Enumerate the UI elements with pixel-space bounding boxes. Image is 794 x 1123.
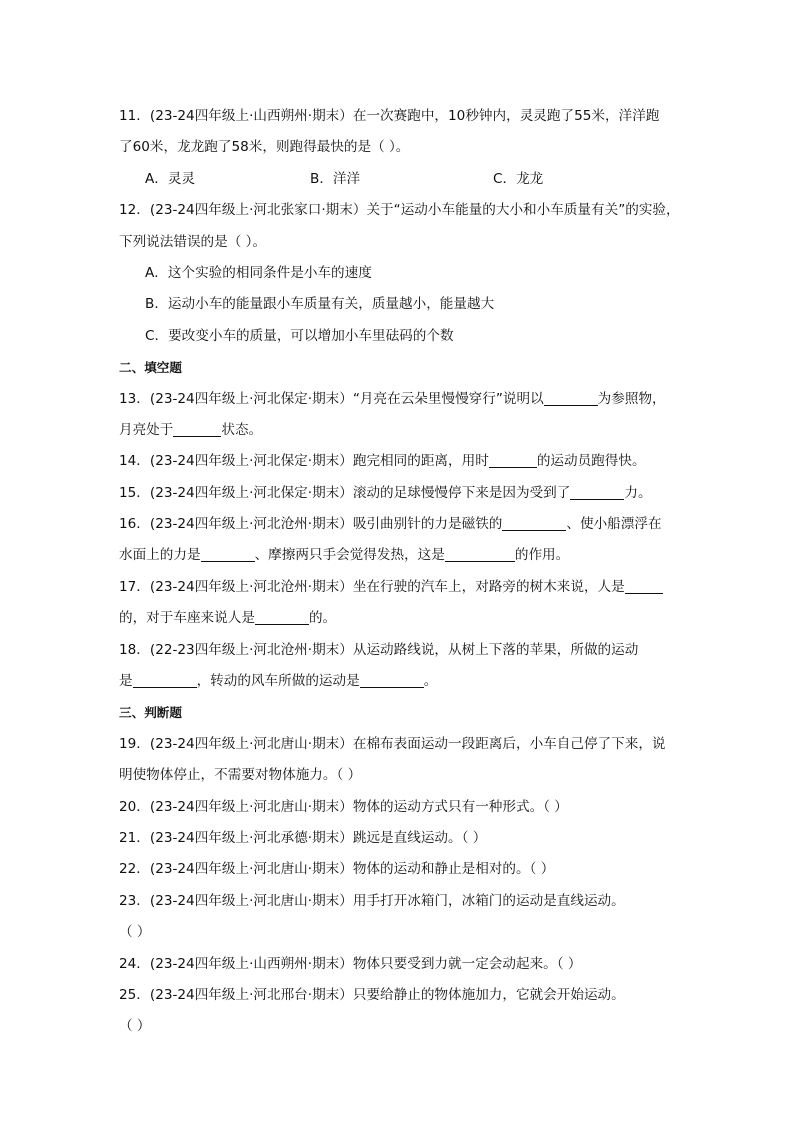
q16-text-b: 、使小船漂浮在 [566,516,662,533]
q25-line1: 25．(23-24四年级上·河北邢台·期末）只要给静止的物体施加力，它就会开始运动。 [119,986,625,1003]
answer-blank[interactable] [201,546,255,562]
q11-option-a: A．灵灵 [145,170,196,187]
answer-blank[interactable] [570,484,624,500]
q16-text-a: 16．(23-24四年级上·河北沧州·期末）吸引曲别针的力是磁铁的 [119,516,503,533]
q11-options [119,164,679,195]
answer-blank[interactable] [445,546,515,562]
q18-text-d: ，转动的风车所做的运动是 [196,673,360,690]
answer-blank[interactable] [360,672,424,688]
q23-line1: 23．(23-24四年级上·河北唐山·期末）用手打开冰箱门，冰箱门的运动是直线运动。 [119,892,625,909]
q18-text-e: 。 [423,673,438,690]
q15-text-b: 力。 [624,484,652,501]
q17-text-d: 的。 [308,610,337,627]
answer-blank[interactable] [502,515,566,531]
q16-text-e: 的作用。 [514,547,570,564]
q16-line1 [119,509,679,540]
q14-text-b: 的运动员跑得快。 [536,453,646,470]
answer-blank[interactable] [133,672,197,688]
section-fill-in-heading: 二、填空题 [119,360,182,376]
q11-line2: 了60米，龙龙跑了58米，则跑得最快的是（ ）。 [119,139,410,156]
question-list [119,101,679,1043]
q18-line2 [119,666,679,697]
q18-text-c: 是 [119,673,133,690]
q17-line1 [119,572,679,603]
q23-line2: （ ） [119,924,151,941]
q18-line1: 18．(22-23四年级上·河北沧州·期末）从运动路线说，从树上下落的苹果，所做的运动 [119,641,639,658]
q12-line2: 下列说法错误的是（ ）。 [119,233,267,250]
q13-text-b: 为参照物， [597,390,666,407]
q13-text-a: 13．(23-24四年级上·河北保定·期末）“月亮在云朵里慢慢穿行”说明以 [119,390,544,407]
answer-blank[interactable] [255,609,309,625]
q11-option-c: C．龙龙 [493,170,544,187]
q17-line2 [119,603,679,634]
q17-text-a: 17．(23-24四年级上·河北沧州·期末）坐在行驶的汽车上，对路旁的树木来说，人是 [119,578,625,595]
q12-option-b: B．运动小车的能量跟小车质量有关，质量越小，能量越大 [145,296,495,313]
q19-line1: 19．(23-24四年级上·河北唐山·期末）在棉布表面运动一段距离后，小车自己停了下来，说 [119,735,666,752]
q14-text-a: 14．(23-24四年级上·河北保定·期末）跑完相同的距离，用时 [119,453,489,470]
q12-option-a: A．这个实验的相同条件是小车的速度 [145,264,372,281]
q25-line2: （ ） [119,1018,151,1035]
q20: 20．(23-24四年级上·河北唐山·期末）物体的运动方式只有一种形式。（ ） [119,798,568,815]
q19-line2: 明使物体停止，不需要对物体施力。（ ） [119,767,362,784]
q15-text-a: 15．(23-24四年级上·河北保定·期末）滚动的足球慢慢停下来是因为受到了 [119,484,571,501]
answer-blank[interactable] [625,578,663,594]
q13-text-d: 状态。 [221,421,263,438]
q16-text-d: 、摩擦两只手会觉得发热，这是 [254,547,445,564]
answer-blank[interactable] [544,390,598,406]
q24: 24．(23-24四年级上·山西朔州·期末）物体只要受到力就一定会动起来。（ ） [119,955,582,972]
section-true-false-heading: 三、判断题 [119,705,182,721]
answer-blank[interactable] [173,421,221,437]
q12-line1: 12．(23-24四年级上·河北张家口·期末）关于“运动小车能量的大小和小车质量有关”的实验， [119,202,680,219]
q21: 21．(23-24四年级上·河北承德·期末）跳远是直线运动。（ ） [119,829,487,846]
q13-text-c: 月亮处于 [119,421,174,438]
q13-line2 [119,415,679,446]
q17-text-c: 的，对于车座来说人是 [119,610,255,627]
q11-option-b: B．洋洋 [310,170,361,187]
q12-option-c: C．要改变小车的质量，可以增加小车里砝码的个数 [145,327,454,344]
q15 [119,478,679,509]
q11-line1: 11．(23-24四年级上·山西朔州·期末）在一次赛跑中，10秒钟内，灵灵跑了55米，洋洋跑 [119,108,660,124]
q14 [119,446,679,477]
answer-blank[interactable] [489,452,537,468]
q16-line2 [119,540,679,571]
q13-line1 [119,384,679,415]
q22: 22．(23-24四年级上·河北唐山·期末）物体的运动和静止是相对的。（ ） [119,861,555,878]
q16-text-c: 水面上的力是 [119,547,201,564]
